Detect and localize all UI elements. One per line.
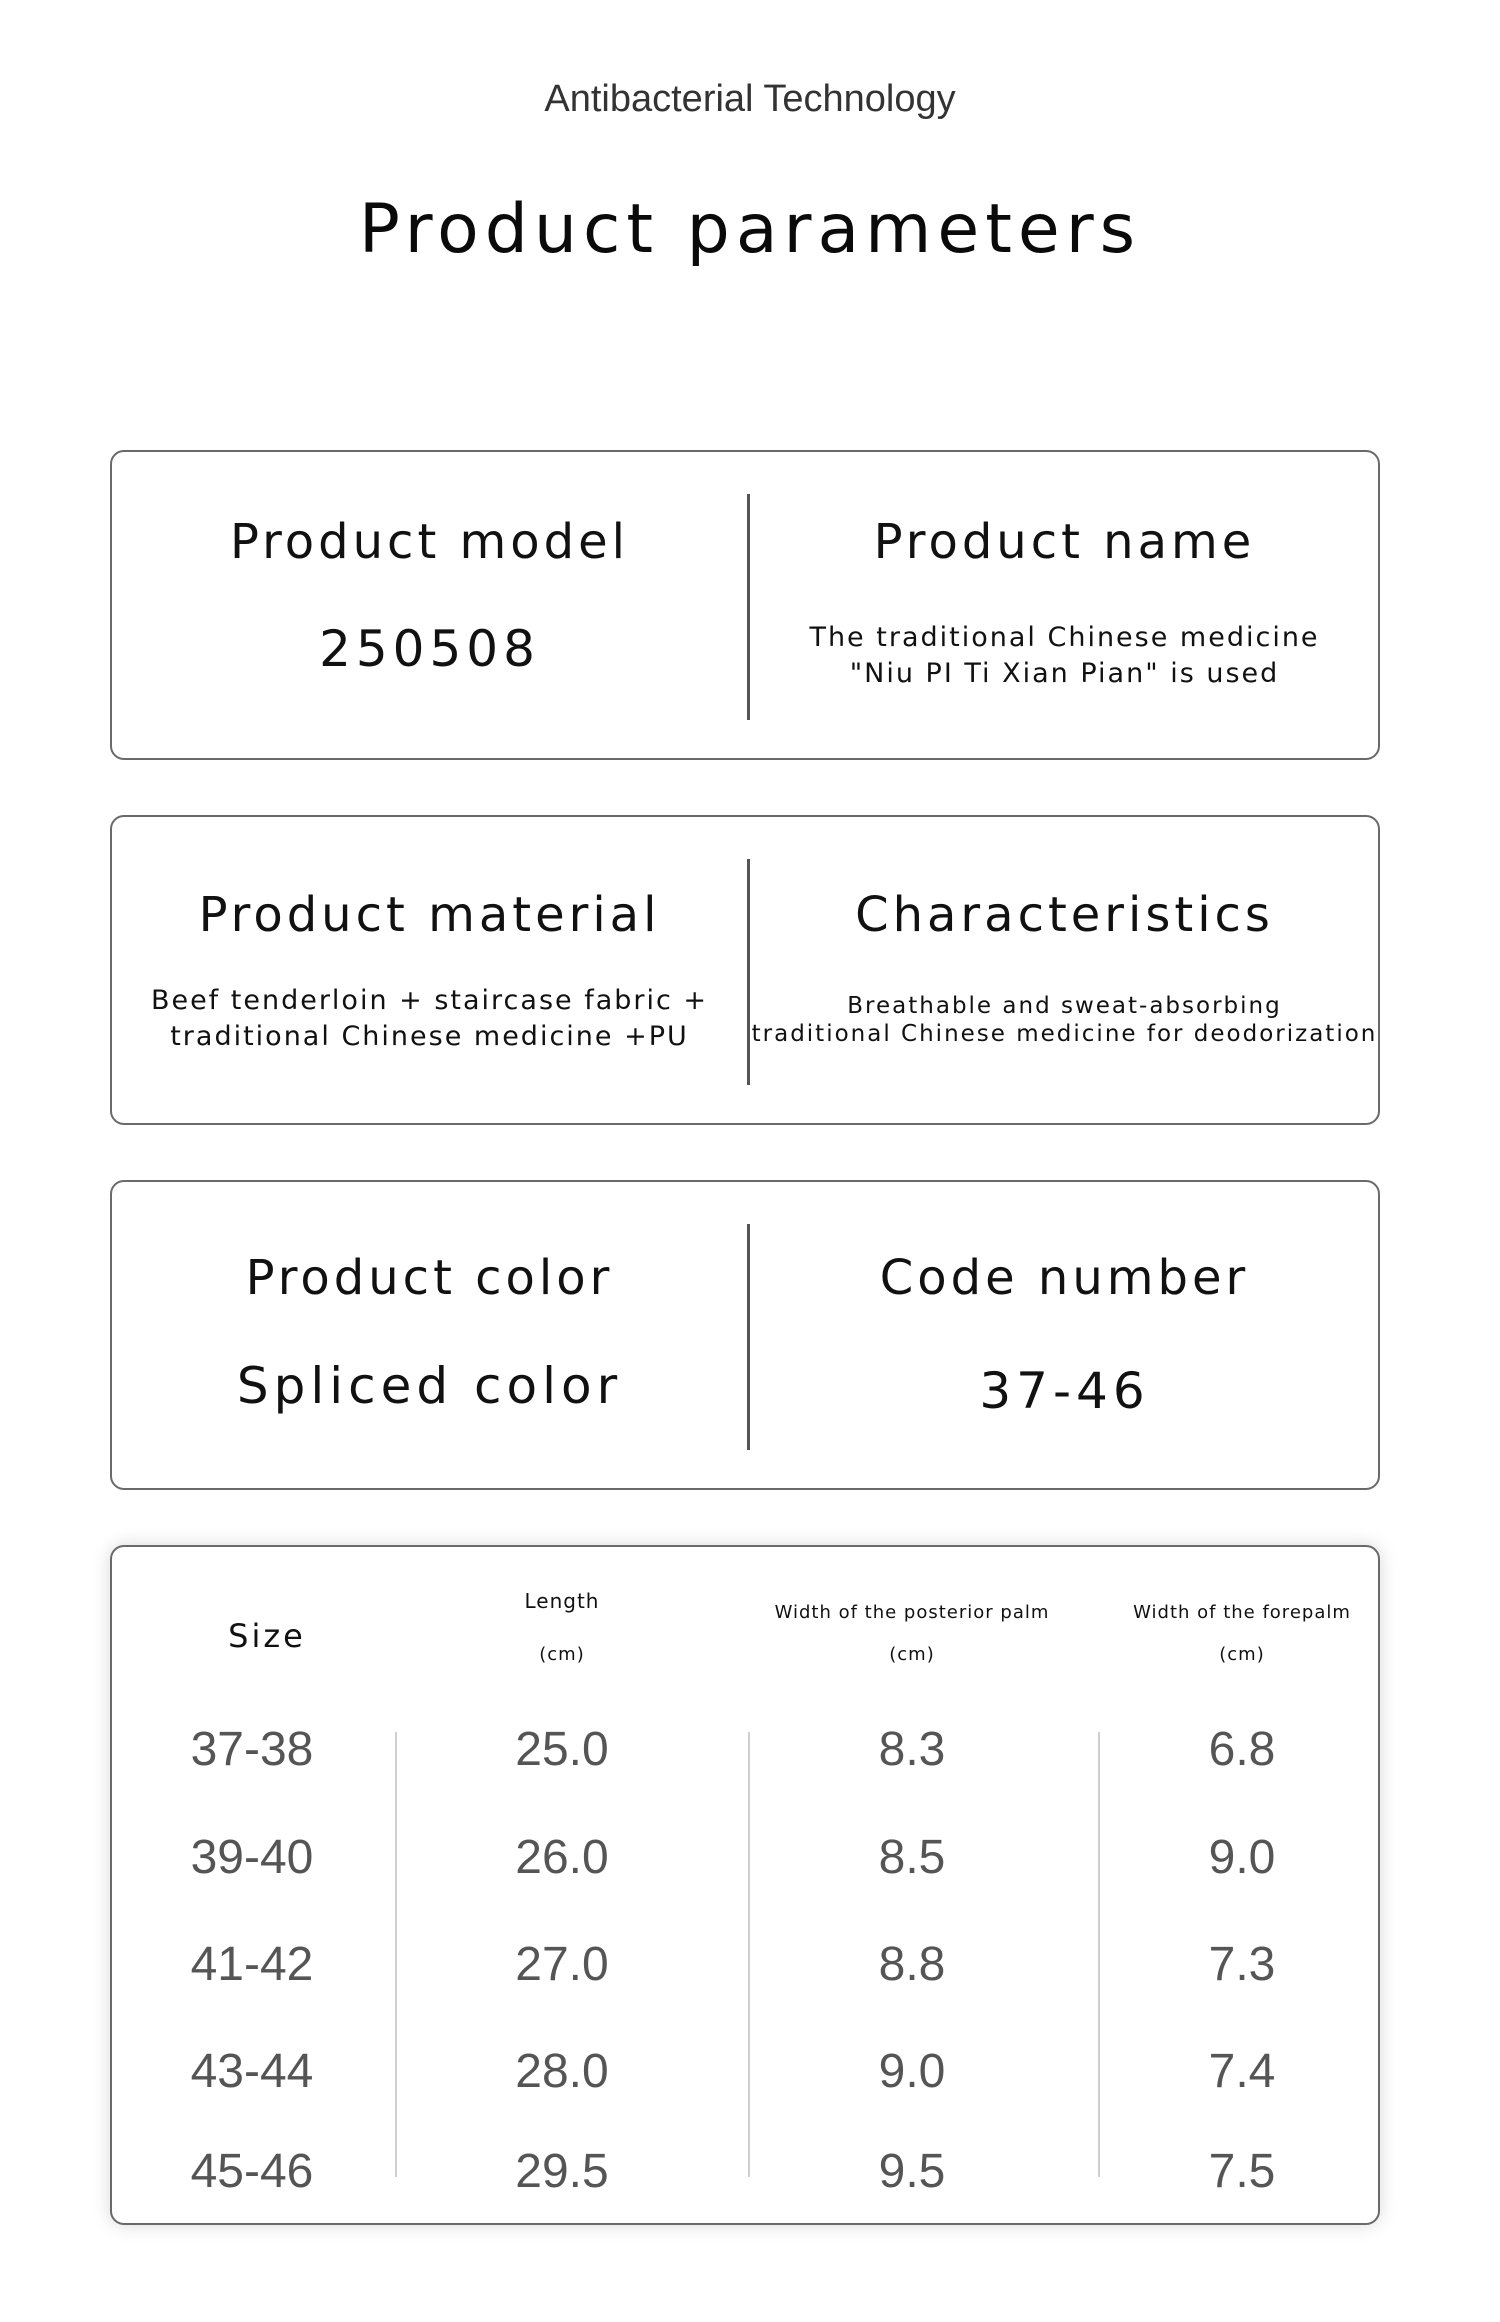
column-divider (1098, 1732, 1100, 2177)
length-cell: 27.0 (515, 1938, 609, 1991)
product-name-value (747, 620, 1382, 692)
size-cell: 41-42 (190, 1938, 314, 1991)
column-divider (748, 1732, 750, 2177)
posterior-palm-cell: 8.8 (878, 1938, 946, 1991)
size-cell: 39-40 (190, 1831, 314, 1884)
card-code-cell (747, 1182, 1382, 1488)
posterior-palm-header: Width of the posterior palm (774, 1602, 1050, 1623)
code-number-value: 37-46 (979, 1362, 1150, 1420)
card-characteristics-cell (747, 817, 1382, 1123)
characteristics-value-line2: traditional Chinese medicine for deodorization (751, 1021, 1378, 1047)
card-model-cell (112, 452, 747, 758)
forepalm-cell: 9.0 (1208, 1831, 1276, 1884)
product-material-value-line2: traditional Chinese medicine +PU (170, 1021, 689, 1052)
length-unit: (cm) (539, 1644, 585, 1665)
product-material-value (112, 983, 747, 1055)
product-material-label: Product material (198, 887, 661, 943)
size-cell: 43-44 (190, 2045, 314, 2098)
product-color-value: Spliced color (236, 1357, 623, 1415)
column-divider (395, 1732, 397, 2177)
length-header: Length (524, 1589, 600, 1613)
characteristics-label: Characteristics (855, 887, 1274, 943)
page-title: Product parameters (358, 190, 1142, 269)
length-cell: 26.0 (515, 1831, 609, 1884)
product-name-label: Product name (873, 514, 1256, 570)
card-color-code (110, 1180, 1380, 1490)
posterior-palm-unit: (cm) (889, 1644, 935, 1665)
length-cell: 29.5 (515, 2145, 609, 2198)
card-color-cell (112, 1182, 747, 1488)
forepalm-cell: 7.4 (1208, 2045, 1276, 2098)
posterior-palm-cell: 8.3 (878, 1723, 946, 1776)
forepalm-unit: (cm) (1219, 1644, 1265, 1665)
forepalm-cell: 6.8 (1208, 1723, 1276, 1776)
card-name-cell (747, 452, 1382, 758)
product-color-label: Product color (245, 1250, 614, 1306)
size-table (110, 1545, 1380, 2225)
posterior-palm-cell: 9.5 (878, 2145, 946, 2198)
product-name-value-line1: The traditional Chinese medicine (809, 622, 1320, 653)
forepalm-cell: 7.5 (1208, 2145, 1276, 2198)
product-model-label: Product model (230, 514, 629, 570)
characteristics-value (747, 992, 1382, 1048)
forepalm-cell: 7.3 (1208, 1938, 1276, 1991)
forepalm-header: Width of the forepalm (1133, 1602, 1351, 1623)
size-cell: 37-38 (190, 1723, 314, 1776)
posterior-palm-cell: 9.0 (878, 2045, 946, 2098)
header-subtitle: Antibacterial Technology (544, 78, 956, 120)
size-header: Size (228, 1617, 306, 1655)
code-number-label: Code number (879, 1250, 1250, 1306)
card-model-name (110, 450, 1380, 760)
product-material-value-line1: Beef tenderloin + staircase fabric + (150, 985, 709, 1016)
characteristics-value-line1: Breathable and sweat-absorbing (847, 993, 1282, 1019)
length-cell: 28.0 (515, 2045, 609, 2098)
product-model-value: 250508 (319, 620, 540, 678)
card-material-characteristics (110, 815, 1380, 1125)
size-cell: 45-46 (190, 2145, 314, 2198)
posterior-palm-cell: 8.5 (878, 1831, 946, 1884)
product-name-value-line2: "Niu PI Ti Xian Pian" is used (849, 658, 1280, 689)
length-cell: 25.0 (515, 1723, 609, 1776)
card-material-cell (112, 817, 747, 1123)
